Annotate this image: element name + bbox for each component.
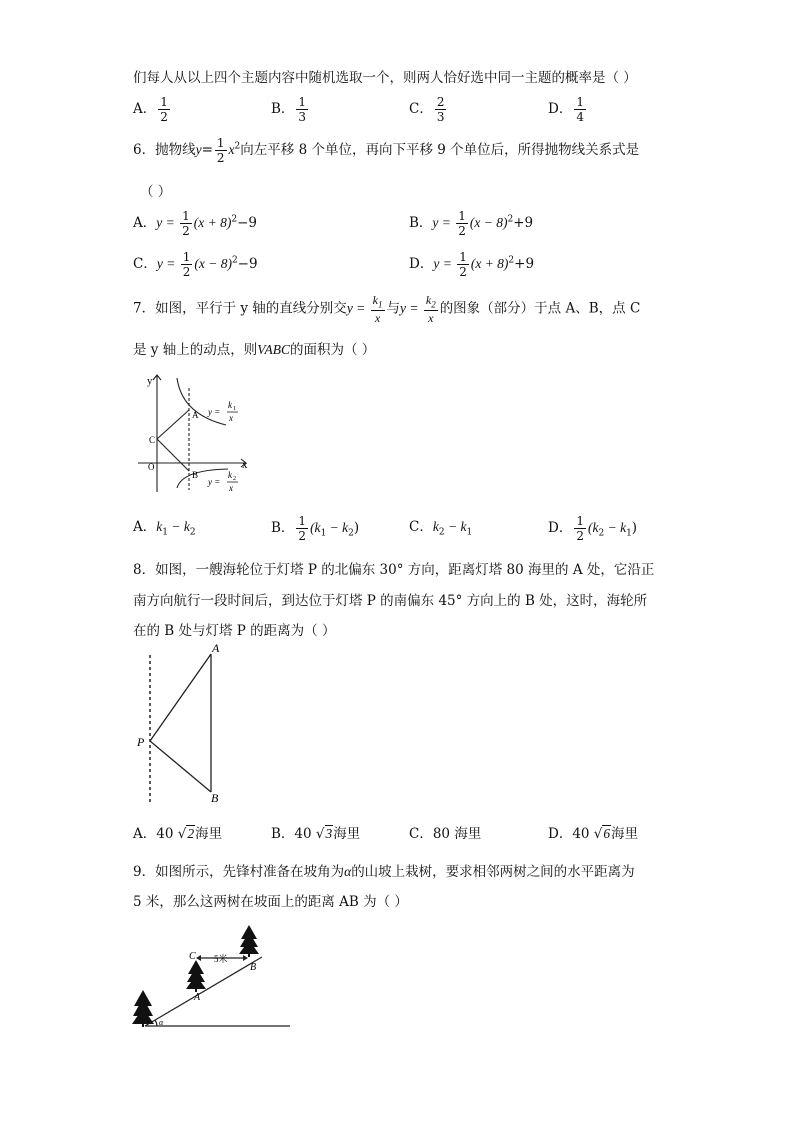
q7-stem: 7．如图，平行于 y 轴的直线分别交y = $\frac{k_1}{x}$ 与y = $\frac{k_2}{x}$ 的图象（部分）于点 A、B，点 C [133, 293, 641, 326]
q9-stem-line2: 5 米，那么这两树在坡面上的距离 AB 为（ ） [133, 894, 408, 910]
dimension-arrow-left [196, 955, 201, 961]
q6-option-c: C．y = $\frac{1}{2}$ $(x - 8)^2-9$ [133, 250, 258, 279]
q6-option-b: B．y = $\frac{1}{2}$ $(x - 8)^2+9$ [409, 209, 534, 238]
q6-stem: 6．抛物线y= $\frac{1}{2}$ $x^2$向左平移 8 个单位，再向下平移 9 个单位后，所得抛物线关系式是 [133, 136, 640, 165]
point-c-label: C [149, 435, 156, 445]
origin-label: O [148, 462, 155, 472]
q7-figure [130, 370, 260, 500]
curve-k2-label-left: y = [208, 477, 221, 487]
dimension-arrow-right [243, 955, 248, 961]
curve-k2-label-den: x [229, 483, 233, 493]
q8-option-b: B．40 √3海里 [271, 826, 361, 842]
q7-option-a: A．$k_1 - k_2$ [133, 519, 196, 538]
point-b-label: B [192, 470, 199, 480]
curve-k1-label-sub: 1 [233, 406, 236, 412]
segment-ca [157, 410, 189, 439]
curve-k2-label-sub: 2 [233, 476, 236, 482]
point-b-label: B [250, 962, 257, 973]
tree-b [239, 925, 259, 957]
q7-option-b: B． $\frac{1}{2}$ $(k_1 - k_2)$ [271, 514, 360, 543]
q5-option-c: C． $\frac{2}{3}$ [409, 95, 445, 124]
tree-a [186, 960, 206, 992]
curve-k1 [177, 378, 226, 425]
q8-option-a: A．40 √2海里 [133, 826, 223, 842]
q5-option-b: B． $\frac{1}{3}$ [271, 95, 307, 124]
q7-stem-line2: 是 y 轴上的动点，则VABC的面积为（ ） [133, 342, 376, 358]
q8-option-d: D．40 √6海里 [548, 826, 639, 842]
slope-line [145, 957, 262, 1026]
segment-cb [157, 439, 189, 471]
tree-left [132, 990, 154, 1027]
curve-k1-label-num: k [228, 400, 232, 410]
segment-pa [150, 654, 211, 741]
point-a-label: A [194, 992, 201, 1003]
curve-k2 [177, 469, 228, 488]
point-a-label: A [192, 410, 199, 420]
q6-option-d: D．y = $\frac{1}{2}$ $(x + 8)^2+9$ [409, 250, 535, 279]
q5-option-a: A． $\frac{1}{2}$ [133, 95, 168, 124]
angle-label: α [159, 1018, 164, 1027]
curve-k2-label-num: k [228, 470, 232, 480]
curve-k1-label-den: x [229, 413, 233, 423]
q8-figure [130, 640, 240, 810]
q6-blank: （ ） [140, 184, 172, 200]
q6-option-a: A．y = $\frac{1}{2}$ $(x + 8)^2-9$ [133, 209, 257, 238]
q5-option-d: D． $\frac{1}{4}$ [548, 95, 584, 124]
q9-stem-line1: 9．如图所示，先锋村准备在坡角为α的山坡上栽树，要求相邻两树之间的水平距离为 [133, 864, 635, 880]
point-c-label: C [189, 951, 196, 962]
q8-stem-line3: 在的 B 处与灯塔 P 的距离为（ ） [133, 623, 336, 639]
curve-k1-label-left: y = [208, 407, 221, 417]
point-p-label: P [137, 735, 145, 749]
q8-option-c: C．80 海里 [409, 826, 482, 842]
angle-arc [155, 1020, 157, 1026]
point-b-label: B [211, 791, 219, 805]
q5-text: 们每人从以上四个主题内容中随机选取一个，则两人恰好选中同一主题的概率是（ ） [133, 70, 637, 86]
y-axis-label: y [147, 375, 153, 387]
q7-option-c: C．$k_2 - k_1$ [409, 519, 473, 538]
segment-pb [150, 741, 211, 792]
point-a-label: A [212, 641, 220, 655]
x-axis-label: x [242, 459, 248, 471]
q7-option-d: D． $\frac{1}{2}$ $(k_2 - k_1)$ [548, 514, 638, 543]
q9-figure [130, 922, 300, 1034]
q8-stem-line1: 8．如图，一艘海轮位于灯塔 P 的北偏东 30° 方向，距离灯塔 80 海里的 A 处，它沿正 [133, 562, 655, 578]
q8-stem-line2: 南方向航行一段时间后，到达位于灯塔 P 的南偏东 45° 方向上的 B 处，这时，海轮所 [133, 593, 648, 609]
distance-label: 5米 [214, 954, 228, 964]
